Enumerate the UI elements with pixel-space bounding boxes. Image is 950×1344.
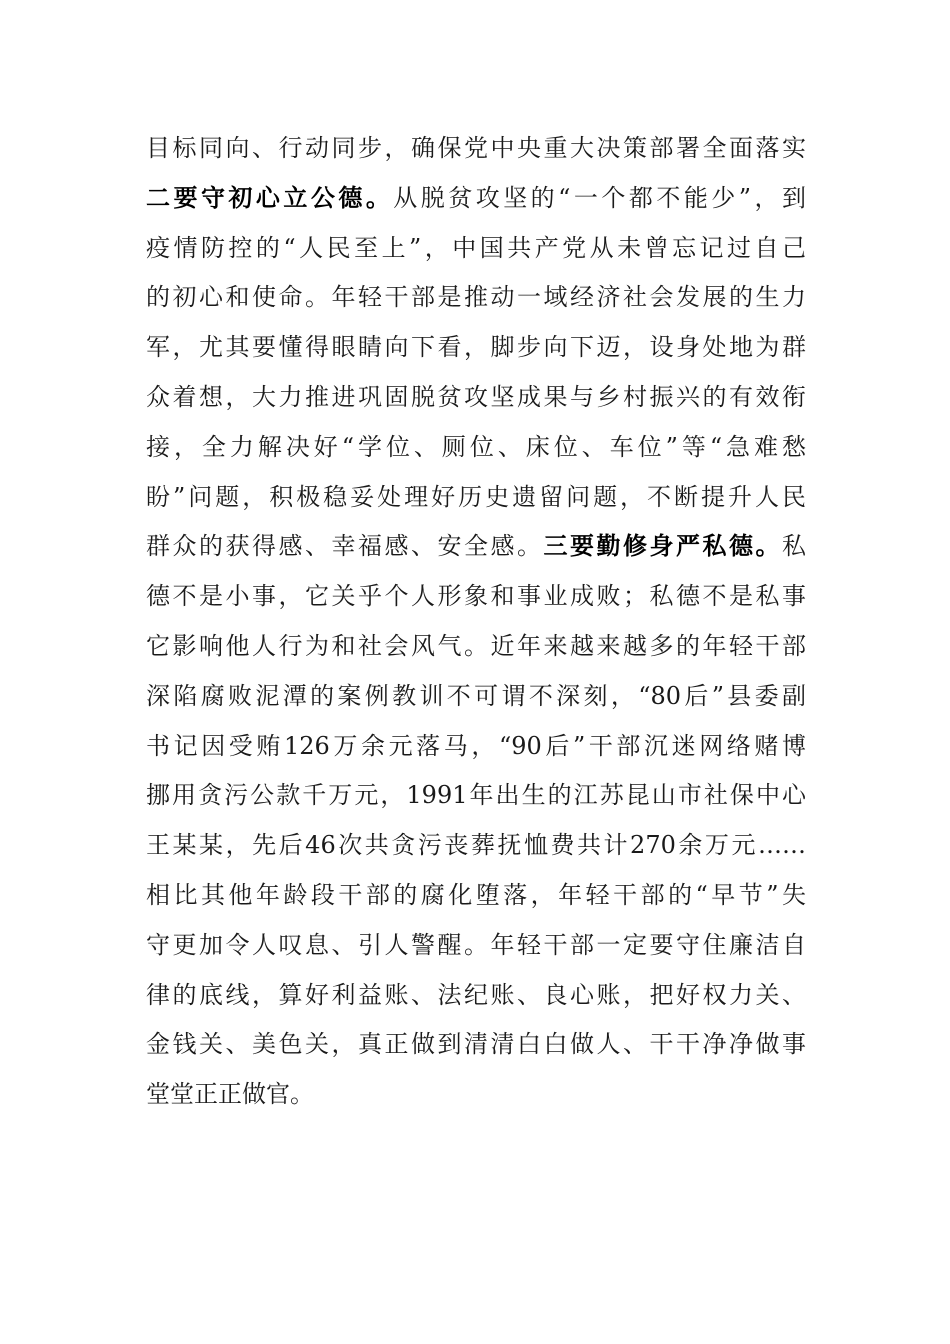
text-line — [146, 231, 806, 265]
text-line — [146, 430, 806, 464]
body-text: 群众的获得感、幸福感、安全感。 — [146, 532, 544, 561]
text-line — [146, 928, 806, 962]
body-text: 盼”问题，积极稳妥处理好历史遗留问题，不断提升人民 — [146, 482, 806, 511]
text-line — [146, 380, 806, 414]
text-line — [146, 480, 806, 514]
bold-heading-text: 二要守初心立公德。 — [146, 182, 394, 212]
text-line — [146, 280, 806, 314]
body-text: 从脱贫攻坚的“一个都不能少”，到 — [393, 183, 806, 212]
body-text: 王某某，先后46次共贪污丧葬抚恤费共计270余万元…… — [146, 831, 806, 860]
text-line — [146, 828, 806, 862]
text-line — [146, 778, 806, 812]
text-line — [146, 978, 806, 1012]
body-text: 相比其他年龄段干部的腐化堕落，年轻干部的“早节”失 — [146, 881, 806, 909]
text-line — [146, 1027, 806, 1061]
text-line — [146, 679, 806, 713]
body-text: 堂堂正正做官。 — [146, 1080, 314, 1109]
body-text: 守更加令人叹息、引人警醒。年轻干部一定要守住廉洁自 — [146, 930, 806, 959]
body-text: 目标同向、行动同步，确保党中央重大决策部署全面落实 — [146, 134, 806, 162]
text-line — [146, 629, 806, 663]
text-line — [146, 579, 806, 613]
text-line — [146, 1077, 806, 1111]
text-line — [146, 330, 806, 364]
body-text: 金钱关、美色关，真正做到清清白白做人、干干净净做事 — [146, 1030, 806, 1059]
body-text: 众着想，大力推进巩固脱贫攻坚成果与乡村振兴的有效衔 — [146, 383, 806, 411]
body-text: 它影响他人行为和社会风气。近年来越来越多的年轻干部 — [146, 632, 806, 660]
body-text: 律的底线，算好利益账、法纪账、良心账，把好权力关、 — [146, 980, 806, 1009]
body-text: 疫情防控的“人民至上”，中国共产党从未曾忘记过自己 — [146, 233, 806, 262]
body-text: 书记因受贿126万余元落马，“90后”干部沉迷网络赌博 — [146, 731, 806, 760]
bold-heading-text: 三要勤修身严私德。 — [543, 531, 782, 561]
text-line — [146, 729, 806, 763]
body-text: 接，全力解决好“学位、厕位、床位、车位”等“急难愁 — [146, 432, 806, 461]
text-line — [146, 181, 806, 215]
body-text: 军，尤其要懂得眼睛向下看，脚步向下迈，设身处地为群 — [146, 333, 806, 362]
text-line — [146, 878, 806, 912]
body-text: 的初心和使命。年轻干部是推动一域经济社会发展的生力 — [146, 283, 806, 312]
text-line — [146, 131, 806, 165]
body-text: 深陷腐败泥潭的案例教训不可谓不深刻，“80后”县委副 — [146, 681, 806, 710]
body-text: 德不是小事，它关乎个人形象和事业成败；私德不是私事 — [146, 582, 806, 611]
body-text: 挪用贪污公款千万元，1991年出生的江苏昆山市社保中心 — [146, 781, 806, 810]
body-text: 私 — [782, 532, 806, 561]
text-line — [146, 529, 806, 563]
